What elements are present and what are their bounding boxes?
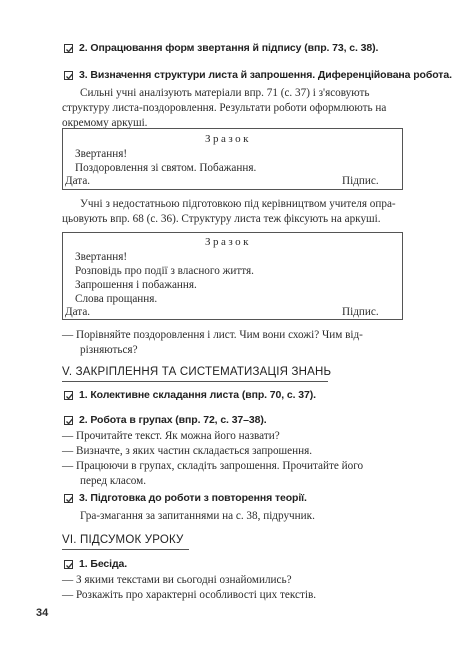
checkbox-icon (64, 71, 73, 80)
task-line: — Визначте, з яких частин складається запрошення. (62, 445, 313, 457)
section-title: VI. ПІДСУМОК УРОКУ (62, 534, 184, 546)
paragraph-line: Сильні учні аналізують матеріали впр. 71 (с. 37) і з'ясовують (80, 87, 370, 99)
item-heading: 3. Визначення структури листа й запрошення. Диференційована робота. (79, 69, 452, 81)
sample-line: Звертання! (75, 148, 128, 160)
checkbox-icon (64, 560, 73, 569)
paragraph-line: цьовують впр. 68 (с. 36). Структуру листа теж фіксують на аркуші. (62, 213, 381, 225)
item-heading: 1. Бесіда. (79, 558, 128, 570)
question-line: — Порівняйте поздоровлення і лист. Чим вони схожі? Чим від- (62, 329, 363, 341)
checkbox-icon (64, 416, 73, 425)
checkbox-icon (64, 44, 73, 53)
task-line: — Розкажіть про характерні особливості цих текстів. (62, 589, 317, 601)
task-line: — Працюючи в групах, складіть запрошення. Прочитайте його (62, 460, 364, 472)
paragraph-line: окремому аркуші. (62, 117, 148, 129)
sample-line: Слова прощання. (75, 293, 158, 305)
sample-line: Звертання! (75, 251, 128, 263)
sample-line: Поздоровлення зі святом. Побажання. (75, 162, 257, 174)
sample-line: Розповідь про події з власного життя. (75, 265, 254, 277)
checkbox-icon (64, 391, 73, 400)
paragraph-line: структуру листа-поздоровлення. Результати роботи оформлюють на (62, 102, 387, 114)
paragraph-line: Учні з недостатньою підготовкою під керівництвом учителя опра- (80, 198, 396, 210)
section-rule (62, 381, 328, 382)
game-line: Гра-змагання за запитаннями на с. 38, підручник. (80, 510, 315, 522)
item-heading: 3. Підготовка до роботи з повторення теорії. (79, 492, 307, 504)
question-line: різняються? (80, 344, 138, 356)
sample-sign: Підпис. (342, 175, 379, 187)
task-line: — З якими текстами ви сьогодні ознайомились? (62, 574, 292, 586)
task-line: — Прочитайте текст. Як можна його назвати? (62, 430, 280, 442)
item-heading: 1. Колективне складання листа (впр. 70, с. 37). (79, 389, 316, 401)
sample-date: Дата. (65, 175, 91, 187)
sample-date: Дата. (65, 306, 91, 318)
item-heading: 2. Робота в групах (впр. 72, с. 37–38). (79, 414, 267, 426)
sample-title: Зразок (205, 133, 252, 145)
checkbox-icon (64, 494, 73, 503)
section-title: V. ЗАКРІПЛЕННЯ ТА СИСТЕМАТИЗАЦІЯ ЗНАНЬ (62, 366, 332, 378)
item-heading: 2. Опрацювання форм звертання й підпису (впр. 73, с. 38). (79, 42, 379, 54)
page-number: 34 (36, 607, 49, 619)
section-rule (62, 549, 189, 550)
task-line: перед класом. (80, 475, 147, 487)
sample-line: Запрошення і побажання. (75, 279, 197, 291)
sample-sign: Підпис. (342, 306, 379, 318)
sample-title: Зразок (205, 236, 252, 248)
